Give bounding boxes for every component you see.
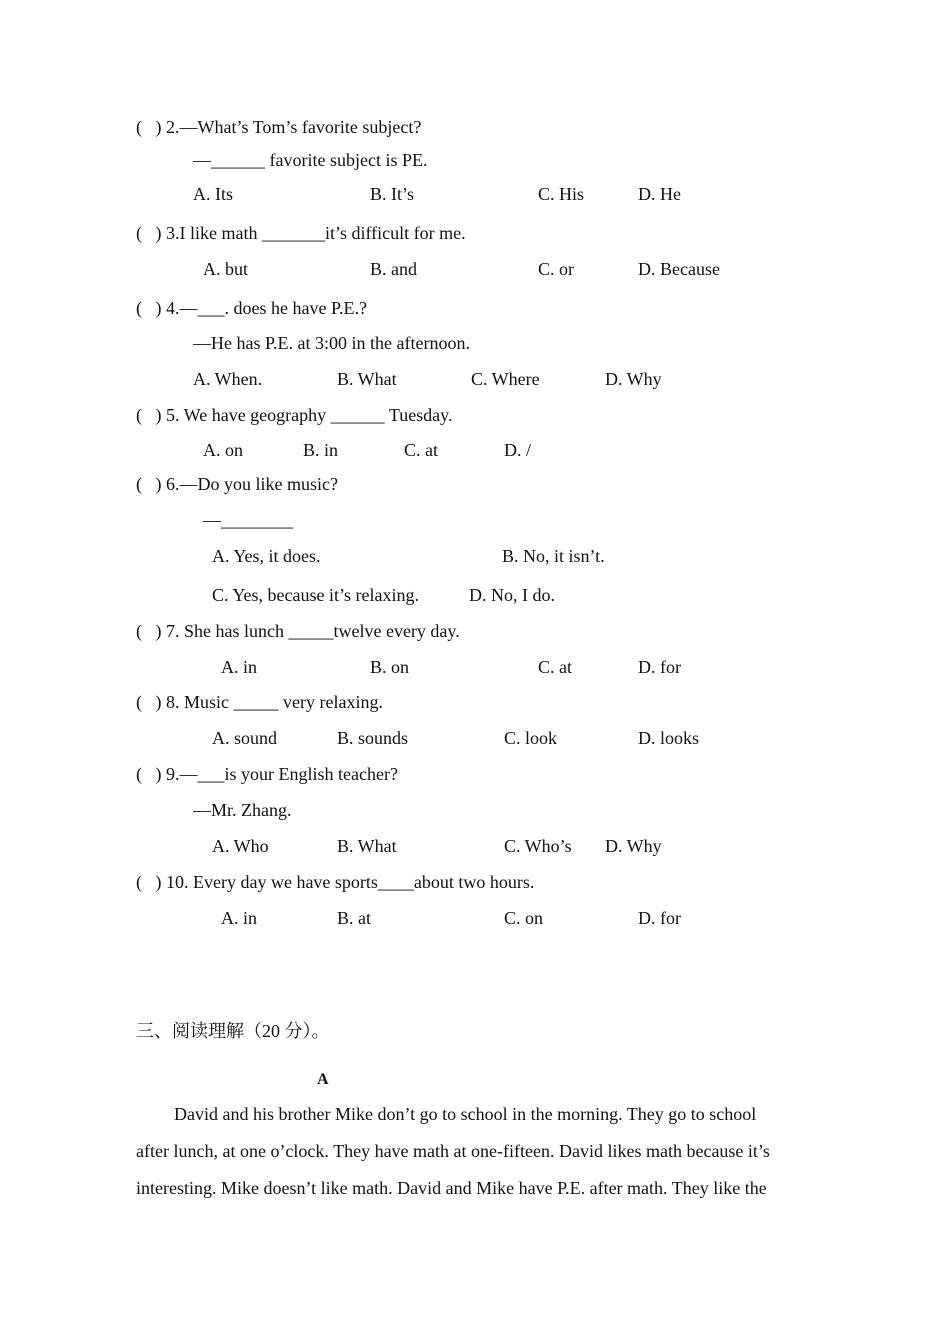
- question-2-option-c: C. His: [538, 184, 585, 204]
- question-4-option-d: D. Why: [605, 369, 662, 389]
- question-3-option-b: B. and: [370, 259, 417, 279]
- question-2-answer-line: —______ favorite subject is PE.: [193, 150, 428, 170]
- question-4-option-b: B. What: [337, 369, 397, 389]
- question-7-option-c: C. at: [538, 657, 572, 677]
- question-9-stem: ( ) 9.—___is your English teacher?: [136, 764, 398, 784]
- question-4-option-c: C. Where: [471, 369, 540, 389]
- question-8-option-c: C. look: [504, 728, 558, 748]
- question-10-option-d: D. for: [638, 908, 681, 928]
- question-10-option-a: A. in: [221, 908, 257, 928]
- reading-section-title: 三、阅读理解（20 分）。: [136, 1021, 330, 1041]
- question-8-option-a: A. sound: [212, 728, 278, 748]
- question-9-answer-line: —Mr. Zhang.: [193, 800, 292, 820]
- question-9-option-c: C. Who’s: [504, 836, 572, 856]
- question-5-option-c: C. at: [404, 440, 438, 460]
- question-3-option-c: C. or: [538, 259, 574, 279]
- question-8-stem: ( ) 8. Music _____ very relaxing.: [136, 692, 383, 712]
- question-5-stem: ( ) 5. We have geography ______ Tuesday.: [136, 405, 453, 425]
- question-2-option-b: B. It’s: [370, 184, 415, 204]
- question-5-option-d: D. /: [504, 440, 531, 460]
- question-6-option-c: C. Yes, because it’s relaxing.: [212, 585, 419, 605]
- question-4-stem: ( ) 4.—___. does he have P.E.?: [136, 298, 367, 318]
- question-2-option-d: D. He: [638, 184, 681, 204]
- question-10-stem: ( ) 10. Every day we have sports____about two hours.: [136, 872, 535, 892]
- question-9-option-b: B. What: [337, 836, 397, 856]
- question-6-answer-line: —________: [203, 510, 293, 530]
- passage-line-2: after lunch, at one o’clock. They have math at one-fifteen. David likes math because it’s: [136, 1141, 770, 1161]
- passage-line-1: David and his brother Mike don’t go to school in the morning. They go to school: [174, 1104, 757, 1124]
- question-2-option-a: A. Its: [193, 184, 233, 204]
- question-10-option-b: B. at: [337, 908, 371, 928]
- question-3-option-d: D. Because: [638, 259, 720, 279]
- question-10-option-c: C. on: [504, 908, 544, 928]
- question-6-option-d: D. No, I do.: [469, 585, 555, 605]
- question-6-option-a: A. Yes, it does.: [212, 546, 321, 566]
- question-8-option-d: D. looks: [638, 728, 700, 748]
- passage-line-3: interesting. Mike doesn’t like math. David and Mike have P.E. after math. They like the: [136, 1178, 767, 1198]
- question-4-option-a: A. When.: [193, 369, 263, 389]
- passage-heading: A: [317, 1071, 329, 1088]
- question-6-stem: ( ) 6.—Do you like music?: [136, 474, 338, 494]
- question-7-option-d: D. for: [638, 657, 681, 677]
- question-5-option-a: A. on: [203, 440, 243, 460]
- question-2-stem: ( ) 2.—What’s Tom’s favorite subject?: [136, 117, 422, 137]
- question-3-option-a: A. but: [203, 259, 248, 279]
- question-4-answer-line: —He has P.E. at 3:00 in the afternoon.: [193, 333, 470, 353]
- question-6-option-b: B. No, it isn’t.: [502, 546, 605, 566]
- question-9-option-a: A. Who: [212, 836, 269, 856]
- question-3-stem: ( ) 3.I like math _______it’s difficult for me.: [136, 223, 466, 243]
- question-9-option-d: D. Why: [605, 836, 662, 856]
- question-5-option-b: B. in: [303, 440, 339, 460]
- question-7-option-b: B. on: [370, 657, 410, 677]
- question-8-option-b: B. sounds: [337, 728, 409, 748]
- question-7-option-a: A. in: [221, 657, 257, 677]
- question-7-stem: ( ) 7. She has lunch _____twelve every day.: [136, 621, 460, 641]
